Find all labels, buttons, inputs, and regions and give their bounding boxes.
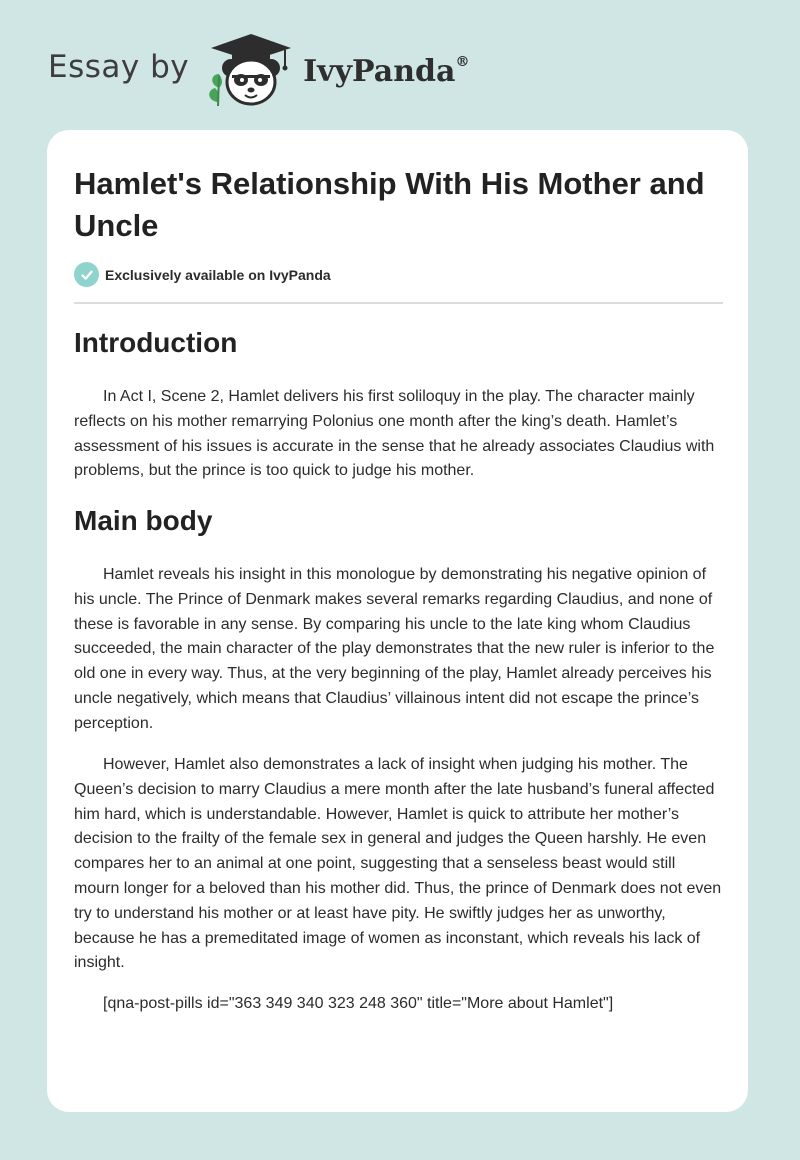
essay-by-label: Essay by	[48, 49, 190, 85]
section-heading-main-body: Main body	[74, 505, 213, 536]
exclusive-label: Exclusively available on IvyPanda	[105, 266, 331, 283]
paragraph: Hamlet reveals his insight in this monologue by demonstrating his negative opinion of his uncle. The Prince of Denmark makes several remarks regarding Claudius, and none of these is favorable in any sense. By comparing his uncle to the late king whom Claudius succeeded, the main character of the play demonstrates that the new ruler is inferior to the old one in every way. Thus, at the very beginning of the play, Hamlet already perceives his uncle negatively, which means that Claudius’ villainous intent did not escape the prince’s perception.	[74, 566, 715, 732]
qna-shortcode: [qna-post-pills id="363 349 340 323 248 360" title="More about Hamlet"]	[103, 995, 614, 1012]
check-icon	[74, 262, 99, 287]
article-title: Hamlet's Relationship With His Mother and Uncle	[74, 166, 705, 243]
panda-graduate-icon[interactable]	[205, 30, 297, 110]
article-card	[47, 130, 748, 1112]
site-header	[48, 30, 469, 110]
section-heading-introduction: Introduction	[74, 327, 238, 358]
brand-name[interactable]: IvyPanda®	[303, 53, 470, 89]
paragraph: However, Hamlet also demonstrates a lack of insight when judging his mother. The Queen’s decision to marry Claudius a mere month after the late husband’s funeral affected him hard, which is understandable. However, Hamlet is quick to attribute her mother’s decision to the frailty of the female sex in general and judges the Queen harshly. He even compares her to an animal at one point, suggesting that a senseless beast would still mourn longer for a beloved than his mother did. Thus, the prince of Denmark does not even try to understand his mother or at least have pity. He swiftly judges her as unworthy, because he has a premeditated image of women as inconstant, which reveals his lack of insight.	[74, 756, 722, 972]
exclusive-badge	[74, 262, 331, 287]
divider	[74, 302, 723, 304]
paragraph: In Act I, Scene 2, Hamlet delivers his first soliloquy in the play. The character mainly reflects on his mother remarrying Polonius one month after the king’s death. Hamlet’s assessment of his issues is accurate in the sense that he already associates Claudius with problems, but the prince is too quick to judge his mother.	[74, 388, 715, 480]
